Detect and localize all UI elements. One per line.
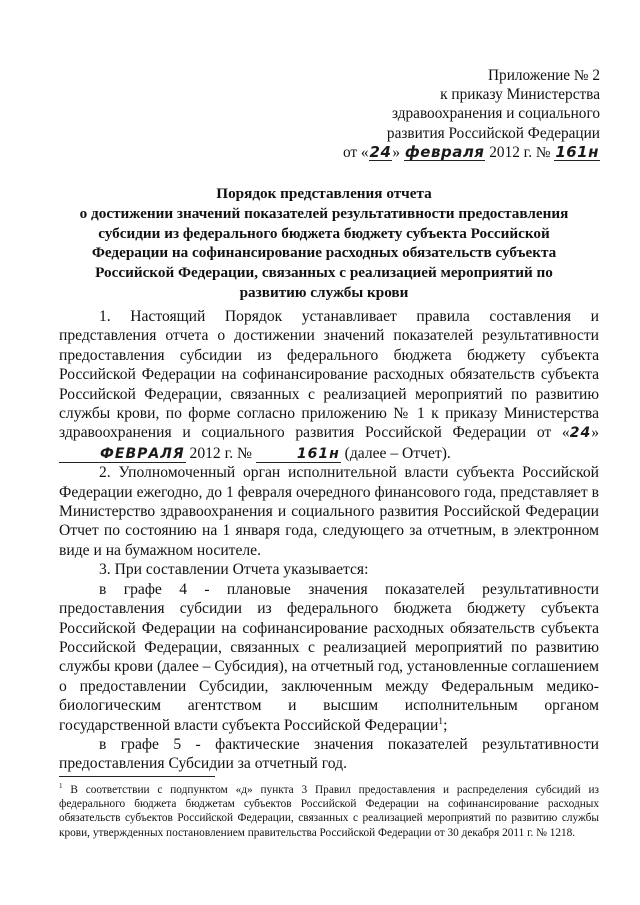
appendix-federation-line: развития Российской Федерации [386, 124, 600, 142]
handwritten-day: 24 [369, 142, 392, 161]
date-day-close: » [392, 143, 401, 161]
handwritten-day: 24 [569, 425, 592, 442]
title-line: Российской Федерации, связанных с реализацией мероприятий по [95, 264, 553, 282]
document-body [59, 307, 599, 774]
paragraph-4-text: в графе 4 - плановые значения показателей результативности предоставления субсидии из федерального бюджета бюджету субъекта Российской Федерации на софинансирование расходных обязательств субъекта Российской Федерации, связанных с реализацией мероприятий по развитию службы крови (далее – Субсидия), на отчетный год, установленные соглашением о предоставлении Субсидии, заключенным между Федеральным медико-биологическим агентством и высшим исполнительным органом государственной власти субъекта Российской Федерации [59, 580, 599, 734]
paragraph-2: 2. Уполномоченный орган исполнительной власти субъекта Российской Федерации ежегодно, до 1 февраля очередного финансового года, представляет в Министерство здравоохранения и социального развития Российской Федерации Отчет по состоянию на 1 января года, следующего за отчетным, в электронном виде и на бумажном носителе. [59, 464, 599, 559]
footnote-divider [59, 776, 215, 777]
title-line: субсидии из федерального бюджета бюджету субъекта Российской [98, 224, 550, 242]
title-line: Федерации на софинансирование расходных обязательств субъекта [91, 244, 557, 262]
footnote-text: В соответствии с подпунктом «д» пункта 3 Правил предоставления и распределения субсидий из федерального бюджета бюджетам субъектов Российской Федерации на софинансирование расходных обязательств субъектов Российской Федерации, связанных с реализацией мероприятий по развитию службы крови, утвержденных постановлением правительства Российской Федерации от 30 декабря 2011 г. № 1218. [59, 784, 599, 839]
title-line: о достижении значений показателей результативности предоставления [79, 204, 569, 222]
title-line: Порядок представления отчета [216, 185, 432, 202]
paragraph-4 [59, 580, 599, 735]
footnote-marker: 1 [59, 782, 63, 791]
paragraph-1-text: 1. Настоящий Порядок устанавливает правила составления и представления отчета о достижении значений показателей результативности предоставления субсидии из федерального бюджета бюджету субъекта Российской Федерации на софинансирование расходных обязательств субъекта Российской Федерации, связанных с реализацией мероприятий по развитию службы крови, по форме согласно приложению № 1 к приказу Министерства здравоохранения и социального развития Российской Федерации от « [59, 308, 599, 442]
appendix-order-line: к приказу Министерства [440, 86, 600, 104]
paragraph-4-end: ; [443, 716, 448, 734]
footnote-reference: 1 [438, 715, 444, 727]
appendix-date-line [330, 143, 600, 162]
handwritten-month: ФЕВРАЛЯ [59, 446, 186, 463]
handwritten-month: февраля [404, 142, 485, 161]
paragraph-3: 3. При составлении Отчета указывается: [99, 561, 369, 579]
paragraph-5: в графе 5 - фактические значения показателей результативности предоставления Субсидии за отчетный год. [59, 735, 599, 773]
paragraph-1-tail: (далее – Отчет). [344, 444, 451, 462]
appendix-ministry-line: здравоохранения и социального [391, 105, 600, 123]
appendix-number: Приложение № 2 [488, 67, 600, 84]
appendix-header [330, 66, 600, 162]
paragraph-1-year: 2012 г. № [189, 444, 252, 462]
handwritten-order-number: 161н [256, 446, 341, 463]
paragraph-1-quote-close: » [591, 424, 599, 442]
handwritten-order-number: 161н [555, 142, 599, 161]
footnote [59, 783, 599, 840]
title-line: развитию службы крови [239, 283, 409, 301]
date-prefix: от « [342, 143, 369, 161]
document-title [44, 184, 604, 303]
paragraph-1 [59, 307, 599, 463]
date-year: 2012 г. № [489, 143, 551, 161]
